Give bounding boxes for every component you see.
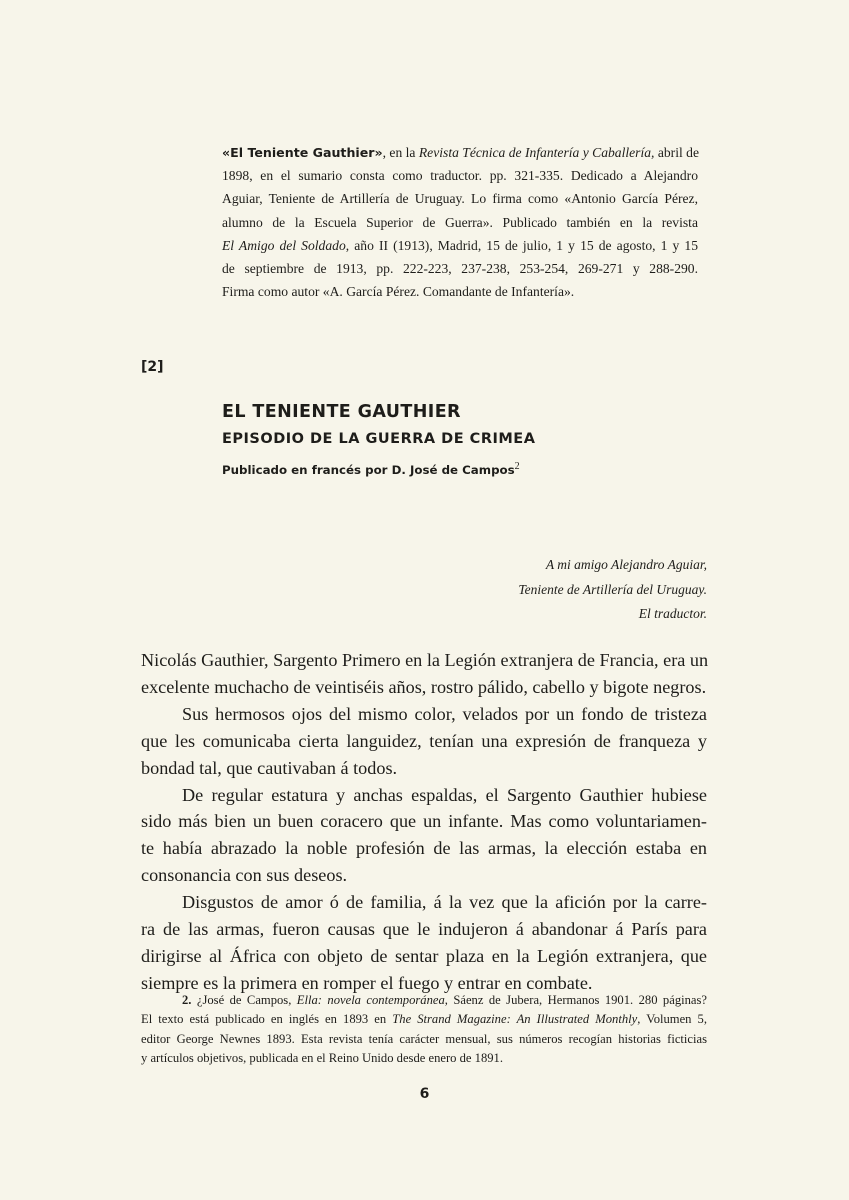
book-title: Ella: novela contemporánea: [296, 993, 445, 1007]
body-line: sido más bien un buen coracero que un infante. Mas como voluntariamen-: [141, 811, 707, 832]
chapter-subtitle: EPISODIO DE LA GUERRA DE CRIMEA: [222, 431, 536, 447]
bibliography-title: «El Teniente Gauthier»: [222, 145, 383, 160]
bibliography-line: de septiembre de 1913, pp. 222-223, 237-238, 253-254, 269-271 y 288-290.: [222, 261, 698, 277]
body-line: dirigirse al África con objeto de sentar plaza en la Legión extranjera, que: [141, 945, 707, 966]
footnote-line: El texto está publicado en inglés en 1893 en The Strand Magazine: An Illustrated Monthly, Volumen 5,: [141, 1012, 707, 1027]
dedication-line: A mi amigo Alejandro Aguiar,: [545, 557, 707, 572]
footnote-number: 2.: [182, 993, 192, 1007]
body-line: bondad tal, que cautivaban á todos.: [141, 757, 398, 778]
body-line: ra de las armas, fueron causas que le indujeron á abandonar á París para: [141, 919, 707, 940]
footnote-line: 2. ¿José de Campos, Ella: novela contemporánea, Sáenz de Jubera, Hermanos 1901. 280 páginas?: [182, 993, 707, 1007]
footnote-line: editor George Newnes 1893. Esta revista tenía carácter mensual, sus números recogían historias ficticias: [141, 1031, 707, 1046]
journal-name: Revista Técnica de Infantería y Caballería,: [418, 145, 655, 160]
body-line: que les comunicaba cierta languidez, tenían una expresión de franqueza y: [141, 730, 707, 751]
body-line: te había abrazado la noble profesión de las armas, la elección estaba en: [141, 838, 707, 859]
dedication-line: Teniente de Artillería del Uruguay.: [518, 581, 707, 597]
bibliography-line: alumno de la Escuela Superior de Guerra». Publicado también en la revista: [222, 214, 698, 230]
dedication: [307, 553, 707, 627]
body-line: Disgustos de amor ó de familia, á la vez que la afición por la carre-: [182, 892, 707, 913]
body-line: De regular estatura y anchas espaldas, el Sargento Gauthier hubiese: [182, 784, 707, 805]
bibliography-line: 1898, en el sumario consta como traductor. pp. 321-335. Dedicado a Alejandro: [222, 168, 698, 184]
body-line: consonancia con sus deseos.: [141, 865, 348, 886]
body-line: siempre es la primera en romper el fuego y entrar en combate.: [141, 972, 593, 993]
section-marker: [2]: [141, 359, 164, 375]
bibliography-line: El Amigo del Soldado, año II (1913), Madrid, 15 de julio, 1 y 15 de agosto, 1 y 15: [222, 237, 698, 253]
body-line: Nicolás Gauthier, Sargento Primero en la Legión extranjera de Francia, era un: [141, 650, 709, 670]
bibliography-line: Firma como autor «A. García Pérez. Comandante de Infantería».: [222, 284, 575, 300]
bibliography-line: Aguiar, Teniente de Artillería de Uruguay. Lo firma como «Antonio García Pérez,: [222, 191, 698, 207]
footnote-reference[interactable]: 2: [514, 461, 520, 472]
bibliography-line: «El Teniente Gauthier», en la Revista Técnica de Infantería y Caballería, abril de: [222, 145, 699, 160]
chapter-title: EL TENIENTE GAUTHIER: [222, 402, 461, 422]
footnote: [141, 991, 707, 1068]
chapter-byline: Publicado en francés por D. José de Campos$^2$: [222, 461, 520, 477]
bibliography-note: [222, 141, 698, 303]
body-line: excelente muchacho de veintiséis años, rostro pálido, cabello y bigote negros.: [141, 676, 707, 697]
page-number: 6: [419, 1086, 430, 1102]
footnote-line: y artículos objetivos, publicada en el Reino Unido desde enero de 1891.: [141, 1050, 503, 1065]
journal-name: El Amigo del Soldado: [222, 237, 346, 253]
magazine-title: The Strand Magazine: An Illustrated Monthly: [392, 1012, 638, 1027]
body-text: [141, 647, 707, 997]
dedication-line: El traductor.: [638, 606, 707, 621]
body-line: Sus hermosos ojos del mismo color, velados por un fondo de tristeza: [182, 703, 707, 724]
